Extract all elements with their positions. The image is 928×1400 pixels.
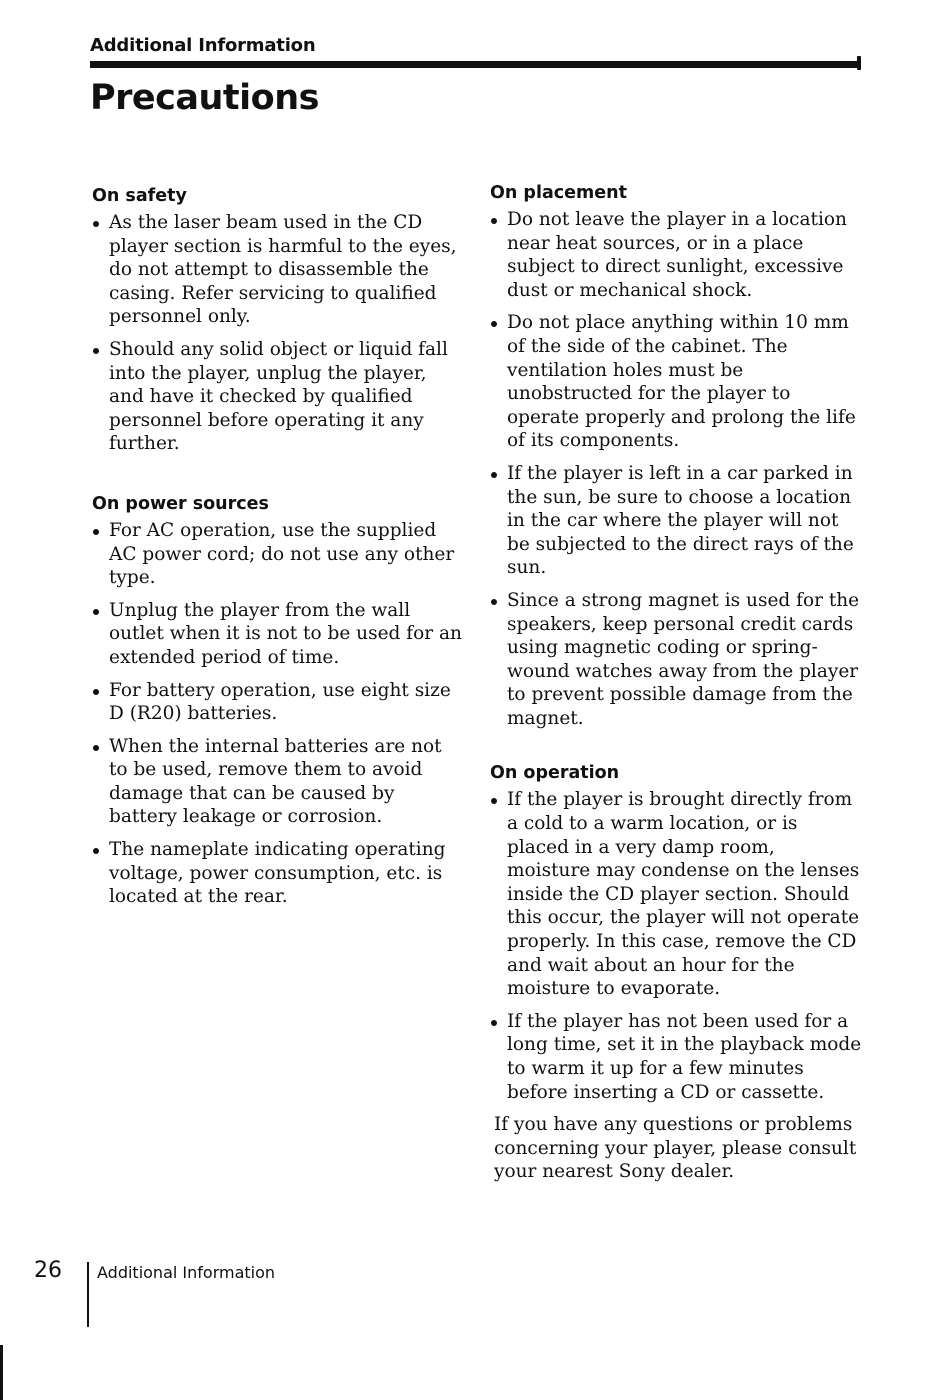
bullet-list xyxy=(490,208,862,730)
header-rule xyxy=(90,61,860,68)
footer-section-label: Additional Information xyxy=(97,1263,276,1282)
list-item-text: Unplug the player from the wall outlet when it is not to be used for an extended period of time. xyxy=(109,599,462,668)
list-item-text: For battery operation, use eight size D (R20) batteries. xyxy=(109,679,451,725)
bullet-icon xyxy=(491,472,497,478)
list-item-text: Do not place anything within 10 mm of the side of the cabinet. The ventilation holes must be unobstructed for the player to operate properly and prolong the life of its components. xyxy=(507,312,856,452)
bullet-icon xyxy=(93,848,99,854)
subsection-on-operation xyxy=(490,761,862,1104)
bullet-icon xyxy=(93,745,99,751)
bullet-icon xyxy=(491,798,497,804)
list-item-text: Since a strong magnet is used for the speakers, keep personal credit cards using magnetic coding or spring-wound watches away from the player to prevent possible damage from the magnet. xyxy=(507,589,860,729)
bullet-icon xyxy=(93,609,99,615)
subsection-on-placement xyxy=(490,181,862,730)
list-item-text: Do not leave the player in a location near heat sources, or in a place subject to direct sunlight, excessive dust or mechanical shock. xyxy=(507,209,847,301)
left-column xyxy=(92,184,464,918)
subheading: On power sources xyxy=(92,493,269,514)
subheading: On operation xyxy=(490,763,620,784)
section-header: Additional Information xyxy=(90,35,316,56)
list-item xyxy=(490,311,862,453)
list-item xyxy=(92,338,464,456)
list-item xyxy=(490,462,862,580)
bullet-icon xyxy=(93,221,99,227)
subheading: On placement xyxy=(490,183,627,203)
bullet-icon xyxy=(491,599,497,605)
bullet-list xyxy=(92,519,464,909)
bullet-list xyxy=(490,788,862,1104)
footer-divider xyxy=(87,1262,89,1327)
list-item xyxy=(92,735,464,829)
list-item xyxy=(92,211,464,329)
right-column xyxy=(490,181,862,1184)
list-item-text: When the internal batteries are not to be used, remove them to avoid damage that can be caused by battery leakage or corrosion. xyxy=(109,735,442,828)
bullet-list xyxy=(92,211,464,456)
list-item-text: If the player is left in a car parked in the sun, be sure to choose a location in the car where the player will not be subjected to the direct rays of the sun. xyxy=(507,462,854,579)
list-item xyxy=(490,208,862,302)
bullet-icon xyxy=(491,321,497,327)
header-rule-tip xyxy=(857,56,861,70)
page-title: Precautions xyxy=(90,78,319,118)
bullet-icon xyxy=(491,218,497,224)
bullet-icon xyxy=(93,348,99,354)
spacer xyxy=(92,465,464,492)
closing-note: If you have any questions or problems concerning your player, please consult your nearest Sony dealer. xyxy=(494,1114,857,1183)
list-item xyxy=(92,599,464,670)
bullet-icon xyxy=(93,689,99,695)
list-item xyxy=(490,1010,862,1104)
list-item xyxy=(490,788,862,1000)
list-item-text: If the player has not been used for a long time, set it in the playback mode to warm it up for a few minutes before inserting a CD or cassette. xyxy=(507,1010,862,1103)
list-item xyxy=(92,519,464,590)
list-item-text: For AC operation, use the supplied AC power cord; do not use any other type. xyxy=(109,519,455,589)
list-item-text: As the laser beam used in the CD player section is harmful to the eyes, do not attempt to disassemble the casing. Refer servicing to qualified personnel only. xyxy=(109,212,457,328)
list-item-text: Should any solid object or liquid fall into the player, unplug the player, and have it checked by qualified personnel before operating it any further. xyxy=(109,338,448,455)
list-item-text: If the player is brought directly from a cold to a warm location, or is placed in a very damp room, moisture may condense on the lenses inside the CD player section. Should this occur, the player will not operate properly. In this case, remove the CD and wait about an hour for the moisture to evaporate. xyxy=(507,789,860,1000)
page-edge-line xyxy=(0,1345,3,1400)
subheading: On safety xyxy=(92,186,187,206)
list-item xyxy=(490,589,862,731)
list-item xyxy=(92,679,464,726)
bullet-icon xyxy=(93,529,99,535)
subsection-on-power-sources xyxy=(92,492,464,909)
list-item xyxy=(92,838,464,909)
page-number: 26 xyxy=(34,1258,62,1283)
list-item-text: The nameplate indicating operating voltage, power consumption, etc. is located at the rear. xyxy=(109,839,446,908)
bullet-icon xyxy=(491,1020,497,1026)
subsection-on-safety xyxy=(92,184,464,456)
spacer xyxy=(490,739,862,761)
